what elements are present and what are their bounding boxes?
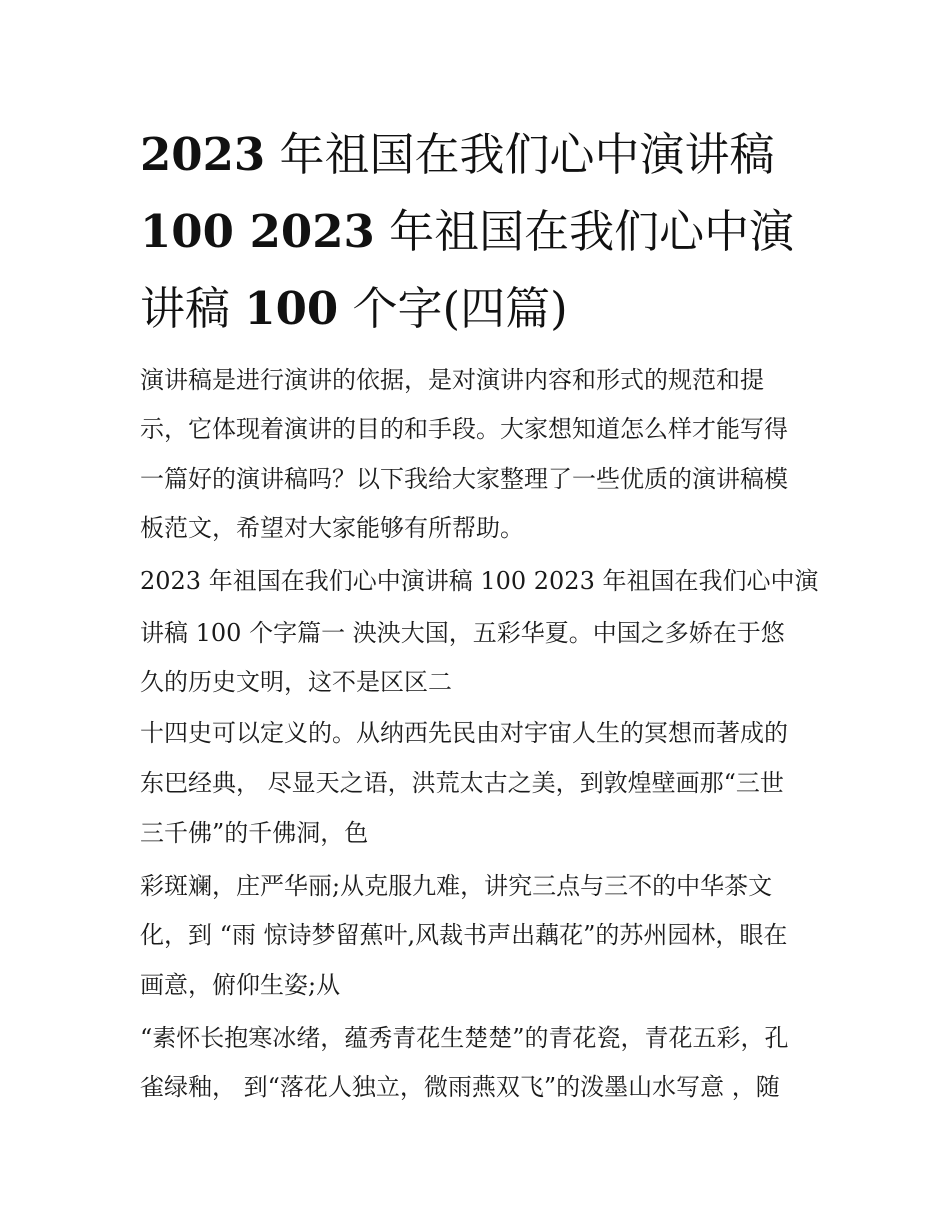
body-line: 一篇好的演讲稿吗？以下我给大家整理了一些优质的演讲稿模 [140,465,788,493]
body-line: 讲稿 100 个字篇一 泱泱大国，五彩华夏。中国之多娇在于悠 [140,619,785,647]
document-title [140,116,820,347]
body-line: 示，它体现着演讲的目的和手段。大家想知道怎么样才能写得 [140,415,788,443]
body-line: 彩斑斓，庄严华丽;从克服九难，讲究三点与三不的中华茶文 [140,872,773,900]
body-line: 三千佛”的千佛洞，色 [140,819,369,847]
body-line: 演讲稿是进行演讲的依据，是对演讲内容和形式的规范和提 [140,366,764,394]
title-line-3-prefix: 讲稿 [140,282,245,335]
title-line-2-bold: 100 2023 [140,205,375,258]
title-line-3-bold: 100 [244,282,339,335]
body-line: 久的历史文明，这不是区区二 [140,668,452,696]
body-line: 东巴经典， 尽显天之语，洪荒太古之美，到敦煌壁画那“三世 [140,769,784,797]
body-line: 2023 年祖国在我们心中演讲稿 100 2023 年祖国在我们心中演 [140,567,819,595]
title-line-2-text: 年祖国在我们心中演 [374,205,795,258]
body-line: 画意，俯仰生姿;从 [140,971,341,999]
body-line: 板范文，希望对大家能够有所帮助。 [140,514,524,542]
title-line-2 [140,193,820,270]
body-line: “素怀长抱寒冰绪，蕴秀青花生楚楚”的青花瓷，青花五彩，孔 [140,1024,789,1052]
title-line-3-text: 个字(四篇) [338,282,568,335]
title-line-1-text: 年祖国在我们心中演讲稿 [265,128,775,181]
title-line-3 [140,270,820,347]
body-line: 雀绿釉， 到“落花人独立，微雨燕双飞”的泼墨山水写意 ，随 [140,1073,780,1101]
body-line: 化，到 “雨 惊诗梦留蕉叶,风裁书声出藕花”的苏州园林，眼在 [140,921,788,949]
body-line: 十四史可以定义的。从纳西先民由对宇宙人生的冥想而著成的 [140,719,788,747]
title-line-1 [140,116,820,193]
title-line-1-bold: 2023 [140,128,266,181]
